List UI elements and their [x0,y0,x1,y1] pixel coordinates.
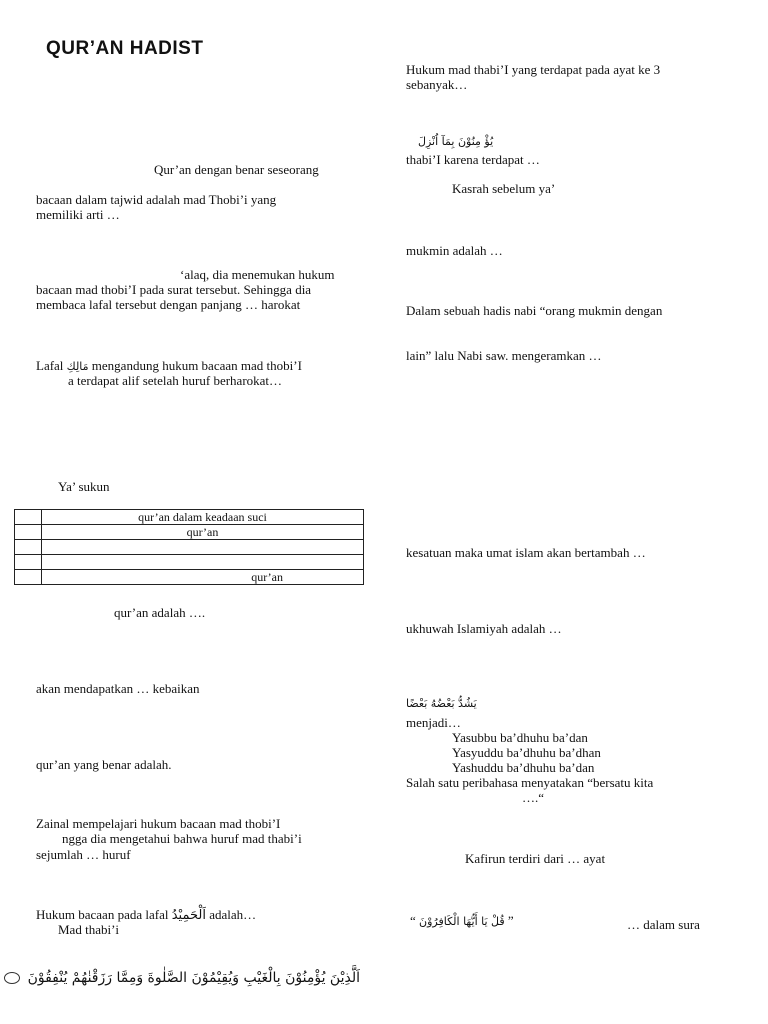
question-1-text: bacaan dalam tajwid adalah mad Thobi’i yang [36,192,277,207]
question-3-prefix: Lafal [36,358,64,373]
question-8-prefix: Hukum bacaan pada lafal [36,907,169,922]
table-cell [42,555,364,570]
question-3-line [36,358,302,374]
question-4-text: qur’an adalah …. [114,605,206,620]
table-cell [42,540,364,555]
answer-option: Ya’ sukun [58,479,110,494]
question-2-text: bacaan mad thobi’I pada surat tersebut. Sehingga dia [36,282,312,297]
question-r8-text: Salah satu peribahasa menyatakan “bersatu kita [406,775,654,790]
question-5-text: akan mendapatkan … kebaikan [36,681,200,696]
table-row [15,555,364,570]
quran-verse [27,970,360,986]
table-cell: qur’an [42,570,364,585]
answer-option: Mad thabi’i [58,922,120,937]
page-title: QUR’AN HADIST [46,38,204,59]
table-cell [15,525,42,540]
question-r9-text: Kafirun terdiri dari … ayat [465,851,606,866]
arabic-phrase: قُلْ يَا أَيُّهَا الْكَافِرُوْنَ [419,915,505,928]
table-cell [15,540,42,555]
question-r1-text: Hukum mad thabi’I yang terdapat pada ayat ke 3 [406,62,661,77]
ayah-end-icon [4,972,20,984]
question-2-text: membaca lafal tersebut dengan panjang … harokat [36,297,301,312]
question-r8-text: ….“ [522,790,545,805]
question-r3-text: mukmin adalah … [406,243,503,258]
question-r1-text: sebanyak… [406,77,468,92]
answer-option: Yashuddu ba’dhuhu ba’dan [452,760,595,775]
answer-table [14,509,364,585]
quote-open: “ [410,913,416,928]
question-1-text: Qur’an dengan benar seseorang [154,162,319,177]
question-8-line [36,907,256,923]
table-row [15,510,364,525]
question-7-text: ngga dia mengetahui bahwa huruf mad thabi’i [62,831,302,846]
table-cell [15,510,42,525]
question-r2-text: thabi’I karena terdapat … [406,152,540,167]
question-3-text: mengandung hukum bacaan mad thobi’I [91,358,302,373]
question-3-text: a terdapat alif setelah huruf berharokat… [68,373,283,388]
question-r5-text: kesatuan maka umat islam akan bertambah … [406,545,646,560]
question-6-text: qur’an yang benar adalah. [36,757,172,772]
arabic-word: اَلْحَمِيْدُ [171,908,206,923]
question-7-text: sejumlah … huruf [36,847,131,862]
question-r10-text: … dalam sura [627,917,700,932]
question-r6-text: ukhuwah Islamiyah adalah … [406,621,562,636]
question-1-text: memiliki arti … [36,207,120,222]
question-r4-text: lain” lalu Nabi saw. mengeramkan … [406,348,602,363]
question-8-suffix: adalah… [209,907,257,922]
answer-option: Yasyuddu ba’dhuhu ba’dhan [452,745,601,760]
table-row [15,570,364,585]
question-7-text: Zainal mempelajari hukum bacaan mad thobi’I [36,816,281,831]
table-row [15,540,364,555]
quran-verse-text: اَلَّذِيْنَ يُؤْمِنُوْنَ بِالْغَيْبِ وَيُقِيْمُوْنَ الصَّلٰوةَ وَمِمَّا رَزَقْنٰهُمْ يُنْفِقُوْنَ [27,970,360,986]
arabic-quote [410,913,514,929]
answer-option: Kasrah sebelum ya’ [452,181,556,196]
table-cell [15,570,42,585]
arabic-phrase: يُؤْ مِنُوْنَ بِمَآ اُنْزِلَ [418,135,494,148]
table-cell: qur’an [42,525,364,540]
table-cell: qur’an dalam keadaan suci [42,510,364,525]
question-r7-text: menjadi… [406,715,461,730]
answer-option: Yasubbu ba’dhuhu ba’dan [452,730,588,745]
arabic-phrase: يَشُدُّ بَعْضُهُ بَعْضًا [406,697,477,710]
question-2-text: ‘alaq, dia menemukan hukum [180,267,335,282]
table-row [15,525,364,540]
table-cell [15,555,42,570]
arabic-word: مَالِكِ [66,360,89,373]
question-r4-text: Dalam sebuah hadis nabi “orang mukmin dengan [406,303,663,318]
quote-close: ” [507,913,514,928]
